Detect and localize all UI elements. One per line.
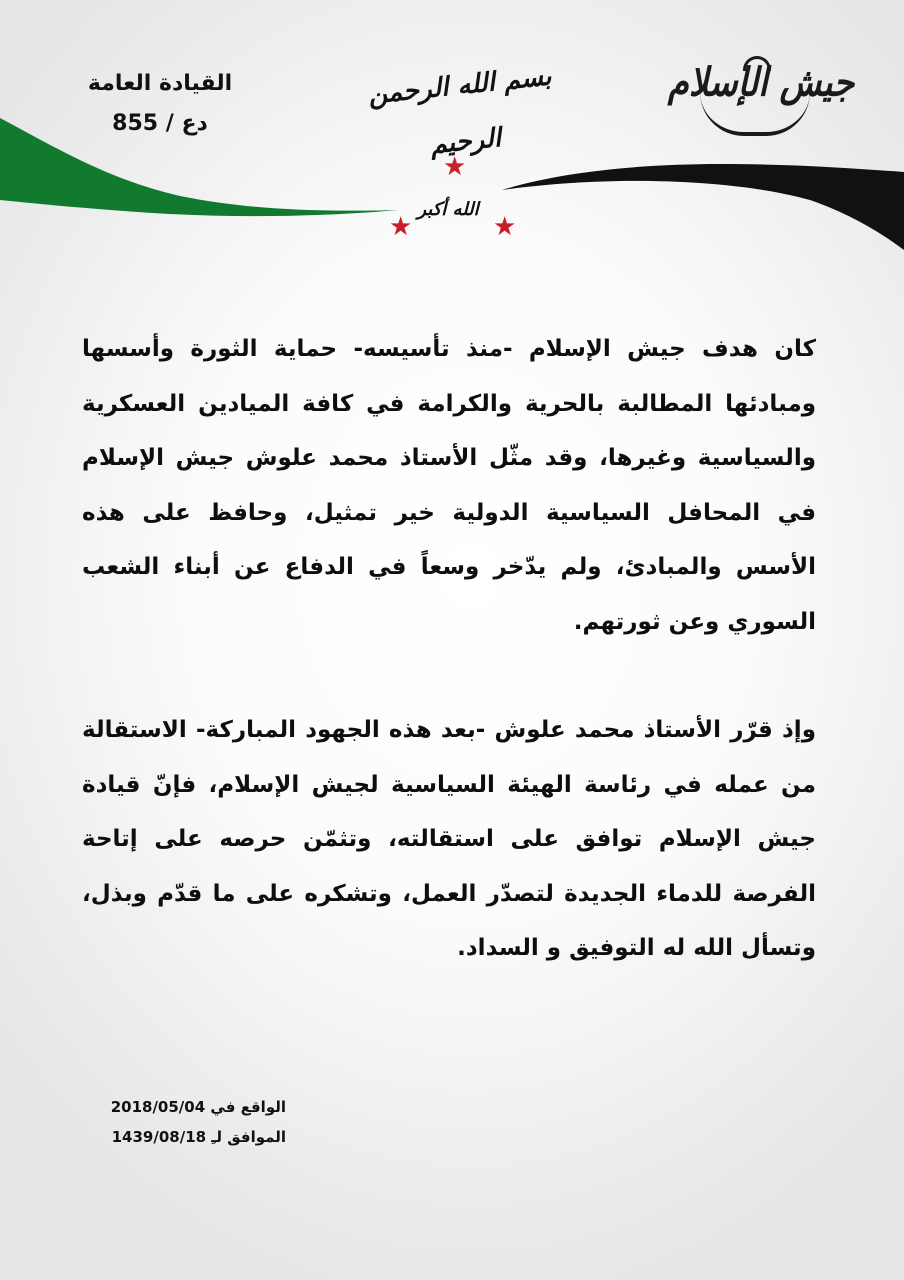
date-block — [96, 1092, 286, 1152]
statement-body — [82, 322, 816, 976]
paragraph: وإذ قرّر الأستاذ محمد علوش -بعد هذه الجهود المباركة- الاستقالة من عمله في رئاسة الهيئة السياسية لجيش الإسلام، فإنّ قيادة جيش الإسلام توافق على استقالته، وتثمّن حرصه على إتاحة الفرصة للدماء الجديدة لتصدّر العمل، وتشكره على ما قدّم وبذل، وتسأل الله له التوفيق و السداد. — [82, 717, 816, 961]
basmala-calligraphy: بسم الله الرحمن الرحيم — [366, 61, 553, 161]
reference-value: 855 — [112, 111, 159, 136]
paragraph: كان هدف جيش الإسلام -منذ تأسيسه- حماية الثورة وأسسها ومبادئها المطالبة بالحرية والكرامة في كافة الميادين العسكرية والسياسية وغيرها، وقد مثّل الأستاذ محمد علوش جيش الإسلام في المحافل السياسية الدولية خير تمثيل، وحافظ على هذه الأسس والمبادئ، ولم يدّخر وسعاً في الدفاع عن أبناء الشعب السوري وعن ثورتهم. — [82, 336, 816, 635]
takbir-calligraphy: الله أكبر — [417, 199, 479, 220]
red-star-icon: ★ — [493, 212, 517, 242]
hijri-label: الموافق لـِ — [211, 1128, 286, 1146]
red-star-icon: ★ — [443, 152, 467, 182]
gregorian-date: 2018/05/04 — [110, 1098, 206, 1116]
red-star-icon: ★ — [389, 212, 413, 242]
gregorian-date-line — [96, 1092, 286, 1122]
reference-number — [70, 104, 250, 144]
gregorian-label: الواقع في — [210, 1098, 286, 1116]
black-ribbon — [502, 164, 904, 250]
reference-prefix: دع — [181, 111, 208, 136]
reference-separator: / — [165, 111, 174, 136]
issuing-authority — [70, 64, 250, 144]
organization-logo: جيش الإسلام — [667, 59, 855, 106]
hijri-date: 1439/08/18 — [111, 1128, 207, 1146]
department-name: القيادة العامة — [87, 71, 233, 96]
hijri-date-line — [96, 1122, 286, 1152]
